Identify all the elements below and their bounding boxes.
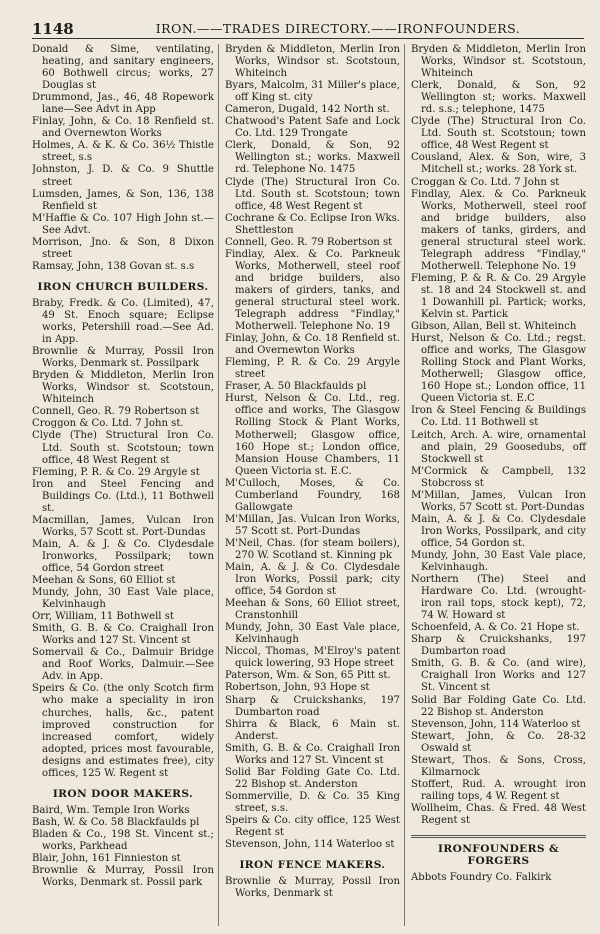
directory-entry: Blair, John, 161 Finnieston st	[32, 853, 181, 865]
directory-entry: Braby, Fredk. & Co. (Limited), 47, 49 St. Enoch square; Eclipse works, Petershill road.—See Ad. in App.	[32, 297, 214, 346]
directory-entry: Hurst, Nelson & Co. Ltd., reg. office and works, The Glasgow Rolling Stock & Plant Works, Motherwell; Glasgow office, 160 Hope st.; London office, Mansion House Chambers, 11 Queen Victoria st. E.C.	[224, 393, 400, 477]
directory-entry: Morrison, Jno. & Son, 8 Dixon street	[32, 236, 214, 260]
directory-entry: Main, A. & J. & Co. Clydesdale Ironworks, Possilpark; town office, 54 Gordon street	[32, 538, 214, 574]
directory-entry: Croggan & Co. Ltd. 7 John st	[410, 176, 560, 188]
directory-entry: Clerk, Donald, & Son, 92 Wellington st; works. Maxwell rd. s.s.; telephone, 1475	[410, 80, 587, 116]
directory-entry: Orr, William, 11 Bothwell st	[32, 611, 174, 623]
directory-entry: Findlay, Alex. & Co. Parkneuk Works, Motherwell, steel roof and bridge builders, also makers of tanks, girders, and general structural steel work. Telegraph address "Findlay," Motherwell. Telephone No. 19	[410, 188, 587, 272]
directory-entry: Cochrane & Co. Eclipse Iron Wks. Shettleston	[224, 212, 400, 236]
directory-entry: Sommerville, D. & Co. 35 King street, s.s.	[224, 790, 400, 814]
directory-columns	[32, 44, 590, 926]
directory-entry: Drummond, Jas., 46, 48 Ropework lane—See Advt in App	[32, 92, 214, 116]
directory-entry: Connell, Geo. R. 79 Robertson st	[32, 406, 200, 418]
directory-entry: Clyde (The) Structural Iron Co. Ltd. South st. Scotstoun; town office, 48 West Regent st	[410, 116, 587, 152]
directory-entry: Hurst, Nelson & Co. Ltd.; regst. office and works, The Glasgow Rolling Stock and Plant Works, Motherwell; Glasgow office, 160 Hope st.; London office, 11 Queen Victoria st. E.C	[410, 333, 587, 405]
directory-entry: Lumsden, James, & Son, 136, 138 Renfield st	[32, 188, 214, 212]
directory-entry: Clyde (The) Structural Iron Co. Ltd. South st. Scotstoun; town office, 48 West Regent st	[224, 176, 400, 212]
directory-entry: Somervail & Co., Dalmuir Bridge and Roof Works, Dalmuir.—See Adv. in App.	[32, 647, 214, 683]
directory-entry: M'Cormick & Campbell, 132 Stobcross st	[410, 465, 587, 489]
directory-entry: Smith, G. B. & Co. (and wire), Craighall Iron Works and 127 St. Vincent st	[410, 658, 587, 694]
directory-entry: Findlay, Alex. & Co. Parkneuk Works, Motherwell, steel roof and bridge builders, also makers of girders, tanks, and general structural steel work. Telegraph address "Findlay," Motherwell. Telephone No. 19	[224, 248, 400, 333]
directory-entry: Bryden & Middleton, Merlin Iron Works, Windsor st. Scotstoun, Whiteinch	[224, 44, 400, 80]
directory-entry: Byars, Malcolm, 31 Miller's place, off King st. city	[224, 80, 400, 104]
directory-entry: M'Haffie & Co. 107 High John st.—See Advt.	[32, 212, 214, 236]
directory-entry: Robertson, John, 93 Hope st	[224, 682, 370, 694]
directory-entry: Iron & Steel Fencing & Buildings Co. Ltd. 11 Bothwell st	[410, 405, 587, 429]
section-heading: IRON CHURCH BUILDERS.	[37, 280, 209, 293]
directory-entry: M'Neil, Chas. (for steam boilers), 270 W. Scotland st. Kinning pk	[224, 537, 400, 561]
directory-entry: Stevenson, John, 114 Waterloo st	[410, 718, 581, 730]
column-1	[32, 44, 218, 926]
directory-entry: Shirra & Black, 6 Main st. Anderst.	[224, 718, 400, 742]
directory-entry: Cousland, Alex. & Son, wire, 3 Mitchell st.; works. 28 York st.	[410, 152, 587, 176]
section-heading: IRONFOUNDERS & FORGERS	[411, 835, 586, 867]
directory-entry: Solid Bar Folding Gate Co. Ltd. 22 Bishop st. Anderston	[410, 694, 587, 718]
directory-entry: Stevenson, John, 114 Waterloo st	[224, 839, 395, 851]
column-3	[404, 44, 590, 926]
directory-entry: Fraser, A. 50 Blackfaulds pl	[224, 381, 367, 393]
directory-entry: Stewart, John, & Co. 28-32 Oswald st	[410, 730, 587, 754]
directory-entry: Bryden & Middleton, Merlin Iron Works, Windsor st. Scotstoun, Whiteinch	[32, 370, 214, 406]
directory-entry: Mundy, John, 30 East Vale place, Kelvinhaugh	[32, 587, 214, 611]
running-title: IRON.——TRADES DIRECTORY.——IRONFOUNDERS.	[155, 21, 521, 36]
directory-entry: Stoffert, Rud. A. wrought iron railing tops, 4 W. Regent st	[410, 778, 587, 802]
directory-entry: Bladen & Co., 198 St. Vincent st.; works, Parkhead	[32, 828, 214, 852]
directory-entry: Bash, W. & Co. 58 Blackfaulds pl	[32, 816, 200, 828]
directory-entry: Fleming, P. & R. & Co. 29 Argyle st. 18 and 24 Stockwell st. and 1 Dowanhill pl. Partick; works, Kelvin st. Partick	[410, 272, 587, 321]
directory-entry: Ramsay, John, 138 Govan st. s.s	[32, 260, 195, 272]
directory-entry: Meehan & Sons, 60 Elliot street, Cranstonhill	[224, 598, 400, 622]
directory-entry: Macmillan, James, Vulcan Iron Works, 57 Scott st. Port-Dundas	[32, 514, 214, 538]
directory-entry: Croggon & Co. Ltd. 7 John st.	[32, 418, 184, 430]
directory-entry: Wollheim, Chas. & Fred. 48 West Regent st	[410, 802, 587, 826]
column-2	[218, 44, 404, 926]
directory-entry: Speirs & Co. city office, 125 West Regent st	[224, 815, 400, 839]
directory-entry: Brownlie & Murray, Possil Iron Works, Denmark st. Possilpark	[32, 346, 214, 370]
directory-entry: Mundy, John, 30 East Vale place, Kelvinhaugh	[224, 622, 400, 646]
directory-entry: Smith, G. B. & Co. Craighall Iron Works and 127 St. Vincent st	[224, 742, 400, 766]
directory-entry: Niccol, Thomas, M'Elroy's patent quick lowering, 93 Hope street	[224, 646, 400, 670]
directory-entry: Holmes, A. & K. & Co. 36½ Thistle street, s.s	[32, 140, 214, 164]
directory-entry: Clyde (The) Structural Iron Co. Ltd. South st. Scotstoun; town office, 48 West Regent st	[32, 430, 214, 466]
directory-entry: Iron and Steel Fencing and Buildings Co. (Ltd.), 11 Bothwell st.	[32, 478, 214, 514]
directory-entry: Mundy, John, 30 East Vale place, Kelvinhaugh.	[410, 549, 587, 574]
directory-entry: Stewart, Thos. & Sons, Cross, Kilmarnock	[410, 754, 587, 778]
directory-entry: M'Millan, Jas. Vulcan Iron Works, 57 Scott st. Port-Dundas	[224, 513, 400, 537]
directory-entry: Bryden & Middleton, Merlin Iron Works, Windsor st. Scotstoun, Whiteinch	[410, 44, 587, 80]
directory-entry: Speirs & Co. (the only Scotch firm who make a speciality in iron churches, halls, &c., patent improved construction for increased comfort, widely adopted, prices most favourable, designs and estimates free), city offices, 125 W. Regent st	[32, 683, 214, 779]
directory-entry: Connell, Geo. R. 79 Robertson st	[224, 236, 393, 248]
page-header	[32, 14, 584, 39]
directory-entry: Cameron, Dugald, 142 North st.	[224, 104, 390, 116]
directory-entry: Johnston, J. D. & Co. 9 Shuttle street	[32, 164, 214, 188]
directory-entry: Abbots Foundry Co. Falkirk	[410, 872, 552, 884]
directory-entry: Sharp & Cruickshanks, 197 Dumbarton road	[224, 694, 400, 718]
directory-entry: Main, A. & J. & Co. Clydesdale Iron Works, Possil park; city office, 54 Gordon st	[224, 562, 400, 598]
directory-entry: Meehan & Sons, 60 Elliot st	[32, 575, 176, 587]
directory-entry: Fleming, P. R. & Co. 29 Argyle street	[224, 357, 400, 381]
section-heading: IRON FENCE MAKERS.	[239, 859, 386, 872]
directory-entry: Finlay, John, & Co. 18 Renfield st. and Overnewton Works	[224, 333, 400, 357]
directory-entry: Clerk, Donald, & Son, 92 Wellington st.; works. Maxwell rd. Telephone No. 1475	[224, 140, 400, 176]
directory-entry: Gibson, Allan, Bell st. Whiteinch	[410, 321, 577, 333]
directory-entry: Fleming, P. R. & Co. 29 Argyle st	[32, 466, 200, 478]
section-heading: IRON DOOR MAKERS.	[52, 787, 194, 800]
directory-entry: Leitch, Arch. A. wire, ornamental and plain, 29 Goosedubs, off Stockwell st	[410, 429, 587, 465]
directory-entry: M'Culloch, Moses, & Co. Cumberland Foundry, 168 Gallowgate	[224, 477, 400, 513]
directory-entry: Smith, G. B. & Co. Craighall Iron Works and 127 St. Vincent st	[32, 623, 214, 647]
directory-entry: Finlay, John, & Co. 18 Renfield st. and Overnewton Works	[32, 116, 214, 140]
directory-entry: Main, A. & J. & Co. Clydesdale Iron Works, Possilpark, and city office, 54 Gordon st.	[410, 513, 587, 549]
directory-entry: Baird, Wm. Temple Iron Works	[32, 804, 190, 816]
directory-entry: Donald & Sime, ventilating, heating, and sanitary engineers, 60 Bothwell circus; works, 27 Douglas st	[32, 44, 214, 92]
directory-entry: Chatwood's Patent Safe and Lock Co. Ltd. 129 Trongate	[224, 116, 400, 140]
directory-entry: Brownlie & Murray, Possil Iron Works, Denmark st	[224, 876, 400, 900]
directory-entry: M'Millan, James, Vulcan Iron Works, 57 Scott st. Port-Dundas	[410, 489, 587, 513]
directory-entry: Schoenfeld, A. & Co. 21 Hope st.	[410, 622, 580, 634]
directory-entry: Paterson, Wm. & Son, 65 Pitt st.	[224, 670, 391, 682]
directory-entry: Brownlie & Murray, Possil Iron Works, Denmark st. Possil park	[32, 865, 214, 889]
directory-entry: Northern (The) Steel and Hardware Co. Ltd. (wrought-iron rail tops, stock kept), 72, 74 W. Howard st	[410, 574, 587, 622]
page-number: 1148	[32, 20, 74, 38]
directory-entry: Solid Bar Folding Gate Co. Ltd. 22 Bishop st. Anderston	[224, 766, 400, 790]
directory-entry: Sharp & Cruickshanks, 197 Dumbarton road	[410, 634, 587, 658]
